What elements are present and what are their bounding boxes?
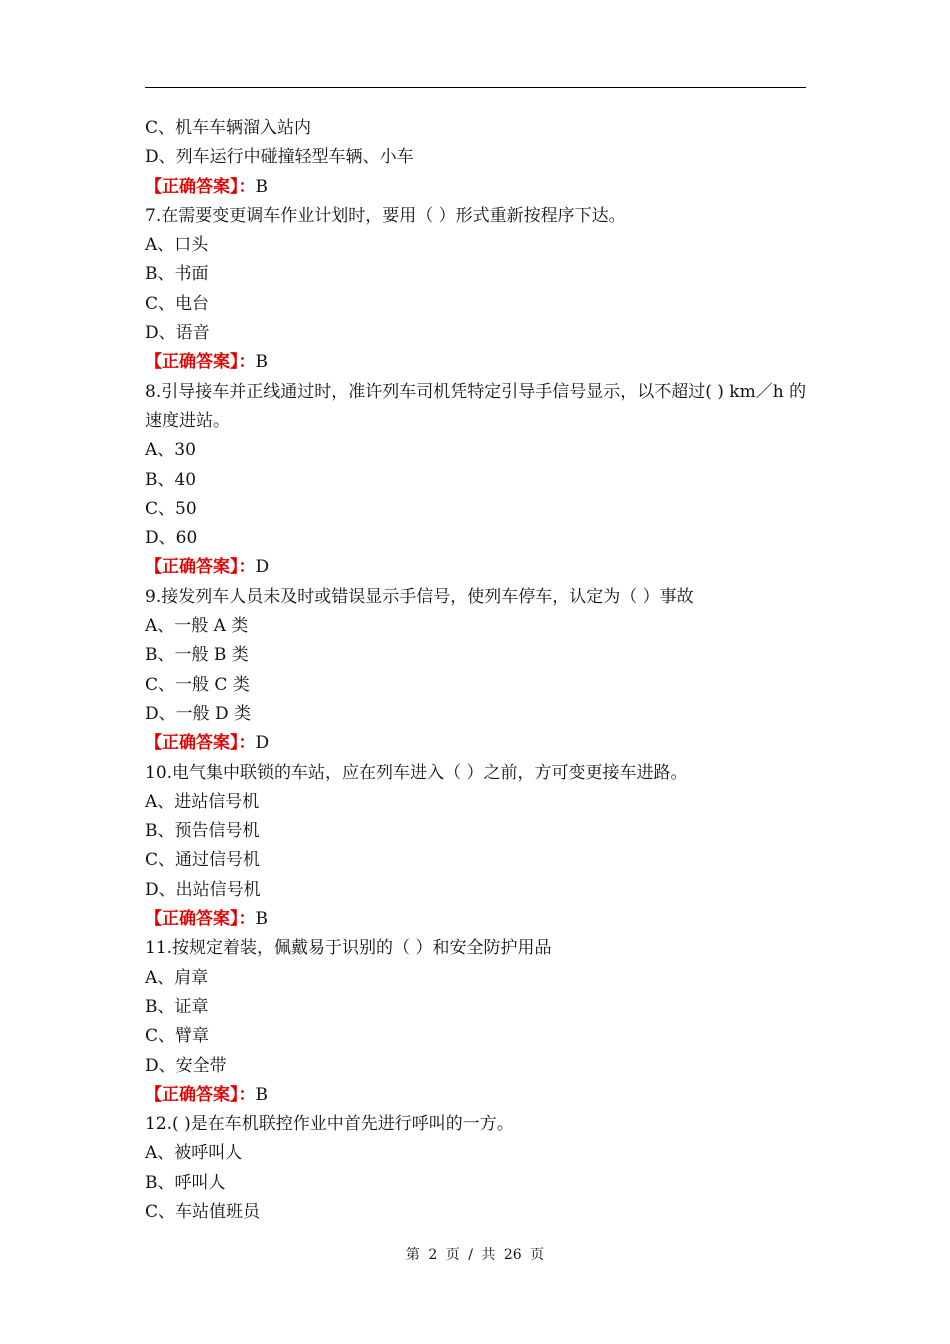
question-text: 8.引导接车并正线通过时，准许列车司机凭特定引导手信号显示，以不超过( ) km／h 的速度进站。 (145, 381, 807, 431)
option-text: B、证章 (145, 996, 209, 1017)
answer-value: B (255, 909, 268, 930)
answer-label: 【正确答案】： (145, 909, 256, 930)
answer-label: 【正确答案】： (145, 1084, 256, 1105)
answer-line (145, 173, 810, 202)
answer-line (145, 729, 810, 758)
option-text: B、40 (145, 469, 197, 490)
answer-label: 【正确答案】： (145, 352, 256, 373)
answer-label: 【正确答案】： (145, 176, 256, 197)
footer-page-prefix: 第 (405, 1247, 420, 1263)
option-text: C、电台 (145, 293, 210, 314)
option-text: D、出站信号机 (145, 879, 261, 900)
document-body (145, 114, 810, 1227)
option-text: B、呼叫人 (145, 1172, 226, 1193)
answer-value: B (255, 176, 268, 197)
option-text: D、安全带 (145, 1055, 227, 1076)
answer-value: D (255, 557, 270, 578)
answer-line (145, 348, 810, 377)
answer-label: 【正确答案】： (145, 557, 256, 578)
option-text: D、列车运行中碰撞轻型车辆、小车 (145, 147, 414, 168)
answer-line (145, 905, 810, 934)
question-text: 10.电气集中联锁的车站，应在列车进入（ ）之前，方可变更接车进路。 (145, 762, 688, 783)
option-text: D、一般 D 类 (145, 703, 252, 724)
header-rule (145, 87, 806, 88)
option-text: A、30 (145, 440, 196, 461)
footer-total-suffix: 页 (530, 1247, 545, 1263)
footer-total-pages: 26 (503, 1247, 522, 1263)
answer-line (145, 553, 810, 582)
question-text: 12.( )是在车机联控作业中首先进行呼叫的一方。 (145, 1114, 514, 1135)
footer-current-page: 2 (428, 1247, 438, 1263)
option-text: B、一般 B 类 (145, 645, 249, 666)
answer-value: B (255, 1084, 268, 1105)
option-text: C、车站值班员 (145, 1201, 261, 1222)
option-text: C、一般 C 类 (145, 674, 250, 695)
option-text: A、进站信号机 (145, 791, 260, 812)
option-text: C、机车车辆溜入站内 (145, 118, 312, 138)
answer-value: D (255, 733, 270, 754)
answer-label: 【正确答案】： (145, 733, 256, 754)
footer-separator: / (468, 1247, 473, 1263)
answer-line (145, 1081, 810, 1110)
option-text: A、肩章 (145, 967, 209, 988)
option-text: D、60 (145, 528, 198, 549)
question-text: 9.接发列车人员未及时或错误显示手信号，使列车停车，认定为（ ）事故 (145, 586, 694, 607)
option-text: D、语音 (145, 323, 210, 344)
option-text: C、通过信号机 (145, 850, 261, 871)
option-text: B、预告信号机 (145, 821, 260, 842)
option-text: C、臂章 (145, 1026, 210, 1047)
option-text: A、一般 A 类 (145, 616, 249, 637)
option-text: A、口头 (145, 235, 209, 256)
option-text: C、50 (145, 498, 197, 519)
question-text: 11.按规定着装，佩戴易于识别的（ ）和安全防护用品 (145, 938, 552, 959)
footer-page-suffix: 页 (445, 1247, 460, 1263)
option-text: A、被呼叫人 (145, 1143, 243, 1164)
footer-total-prefix: 共 (481, 1247, 496, 1263)
answer-value: B (255, 352, 268, 373)
page-footer (0, 1244, 950, 1264)
option-text: B、书面 (145, 264, 209, 285)
question-text: 7.在需要变更调车作业计划时，要用（ ）形式重新按程序下达。 (145, 205, 626, 226)
